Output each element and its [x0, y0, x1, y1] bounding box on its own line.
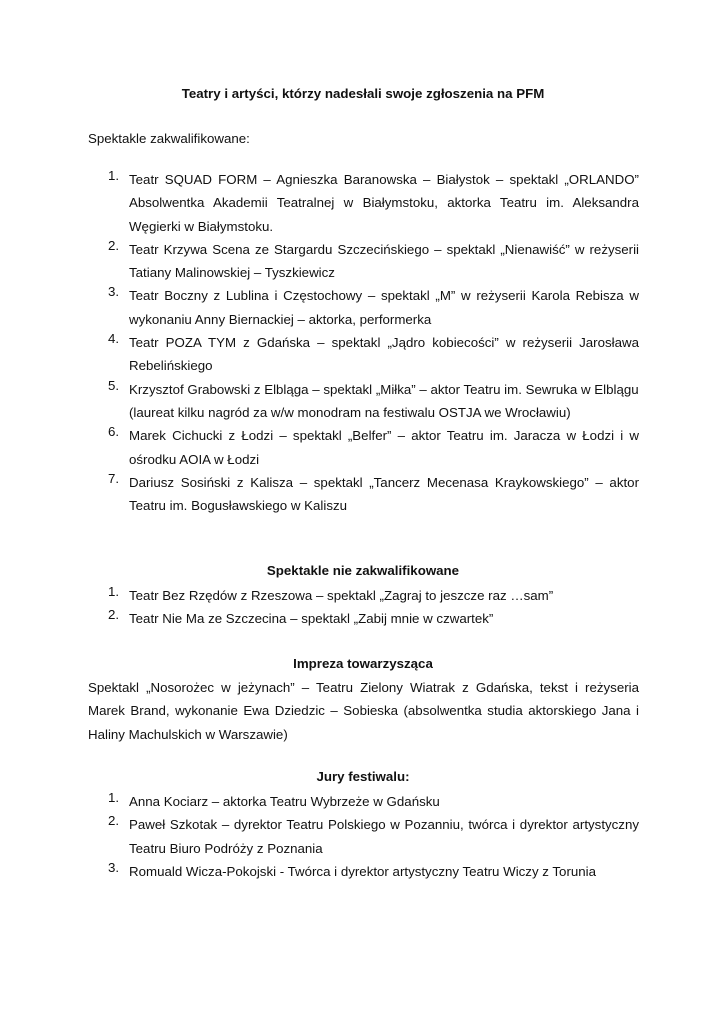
- not-qualified-list: [0, 584, 725, 631]
- item-number: 6.: [108, 424, 120, 440]
- item-number: 3.: [108, 284, 120, 300]
- item-text: Anna Kociarz – aktorka Teatru Wybrzeże w Gdańsku: [129, 794, 440, 809]
- item-number: 2.: [108, 237, 120, 253]
- qualified-heading: Spektakle zakwalifikowane:: [88, 131, 250, 146]
- item-text: Teatr Boczny z Lublina i Częstochowy – spektakl „M” w reżyserii Karola Rebisza w wykonaniu Anny Biernackiej – aktorka, performerka: [129, 288, 639, 327]
- list-item: [0, 584, 725, 607]
- item-number: 4.: [108, 331, 120, 347]
- not-qualified-heading: Spektakle nie zakwalifikowane: [266, 563, 460, 578]
- list-item: [0, 168, 725, 238]
- item-text: Marek Cichucki z Łodzi – spektakl „Belfer” – aktor Teatru im. Jaracza w Łodzi i w ośrodku AOIA w Łodzi: [129, 428, 639, 467]
- item-text: Romuald Wicza-Pokojski - Twórca i dyrektor artystyczny Teatru Wiczy z Torunia: [129, 863, 597, 879]
- list-item: [0, 471, 725, 518]
- list-item: [0, 860, 725, 883]
- item-text: Krzysztof Grabowski z Elbląga – spektakl „Miłka” – aktor Teatru im. Sewruka w Elblągu: [129, 381, 639, 397]
- qualified-list: [0, 168, 725, 517]
- side-event-heading: Impreza towarzysząca: [293, 656, 433, 671]
- item-number: 2.: [108, 607, 120, 623]
- jury-list: [0, 790, 725, 883]
- item-number: 7.: [108, 470, 120, 486]
- item-number: 1.: [108, 790, 120, 805]
- list-item: [0, 284, 725, 331]
- list-item: [0, 813, 725, 860]
- item-text: Teatr POZA TYM z Gdańska – spektakl „Jądro kobiecości” w reżyserii Jarosława Rebelińskiego: [129, 335, 639, 374]
- item-number: 1.: [108, 168, 120, 183]
- list-item: [0, 331, 725, 378]
- item-text: Teatr Nie Ma ze Szczecina – spektakl „Zabij mnie w czwartek”: [129, 611, 494, 627]
- item-text: Teatr Krzywa Scena ze Stargardu Szczecińskiego – spektakl „Nienawiść” w reżyserii Tatiany Malinowskiej – Tyszkiewicz: [129, 241, 639, 281]
- document-title: Teatry i artyści, którzy nadesłali swoje zgłoszenia na PFM: [181, 86, 545, 101]
- item-number: 3.: [108, 859, 120, 875]
- item-text: Teatr SQUAD FORM – Agnieszka Baranowska – Białystok – spektakl „ORLANDO” Absolwentka Akademii Teatralnej w Białymstoku, aktorka Teatru im. Aleksandra Węgierki w Białymstoku.: [129, 172, 639, 234]
- item-text: Paweł Szkotak – dyrektor Teatru Polskiego w Pozanniu, twórca i dyrektor artystyczny Teatru Biuro Podróży z Poznania: [129, 817, 639, 856]
- item-number: 5.: [108, 377, 120, 393]
- item-number: 1.: [108, 584, 120, 599]
- side-event-text: Spektakl „Nosorożec w jeżynach” – Teatru Zielony Wiatrak z Gdańska, tekst i reżyseria Marek Brand, wykonanie Ewa Dziedzic – Sobieska (absolwentka studia aktorskiego Jana i Haliny Machulskich w Warszawie): [88, 680, 639, 742]
- item-text: Teatr Bez Rzędów z Rzeszowa – spektakl „Zagraj to jeszcze raz …sam”: [129, 588, 554, 603]
- list-item: [0, 790, 725, 813]
- item-number: 2.: [108, 813, 120, 829]
- item-text: Dariusz Sosiński z Kalisza – spektakl „Tancerz Mecenasa Kraykowskiego” – aktor Teatru im. Bogusławskiego w Kaliszu: [129, 474, 639, 514]
- list-item: [0, 424, 725, 471]
- list-item: [0, 607, 725, 630]
- jury-heading: Jury festiwalu:: [316, 769, 410, 784]
- list-item: [0, 238, 725, 285]
- list-item: [0, 378, 725, 425]
- item-note: (laureat kilku nagród za w/w monodram na festiwalu OSTJA we Wrocławiu): [129, 404, 571, 420]
